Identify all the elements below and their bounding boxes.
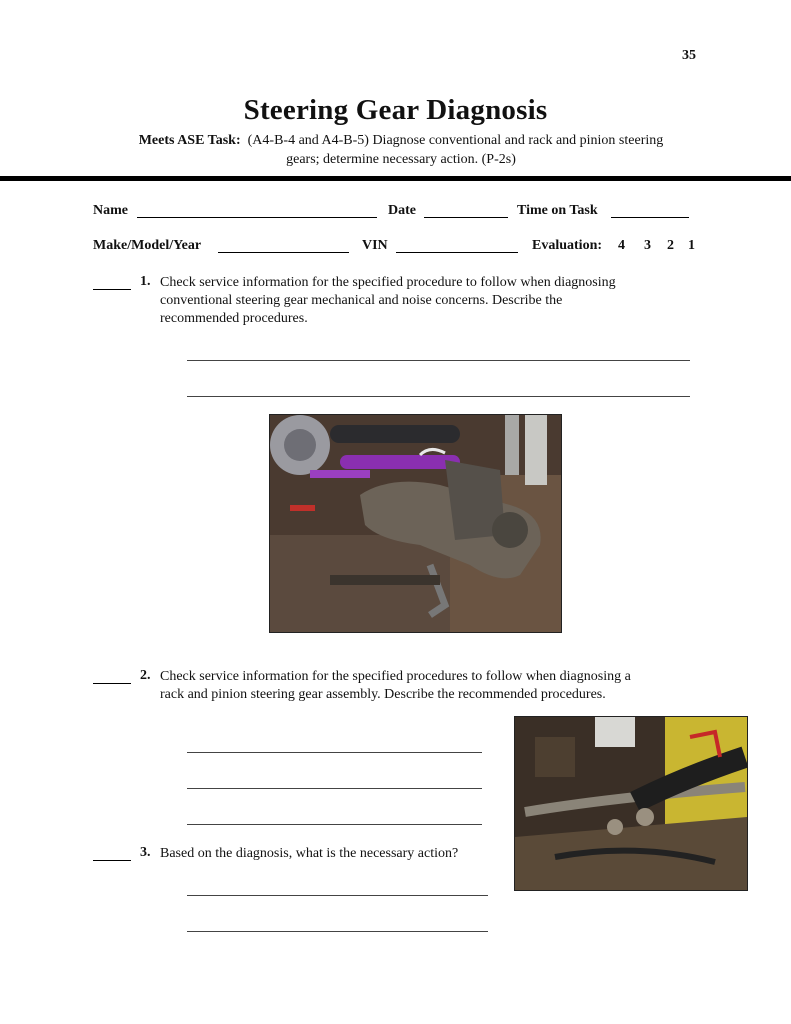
q2-number: 2. <box>140 668 151 683</box>
page-title: Steering Gear Diagnosis <box>243 94 548 126</box>
q2-line: Check service information for the specified procedures to follow when diagnosing a <box>160 669 631 684</box>
q3-text <box>160 845 458 863</box>
q1-answer-line[interactable] <box>187 360 690 361</box>
vin-field[interactable] <box>396 240 518 253</box>
q2-check-blank[interactable] <box>93 683 131 684</box>
evaluation-score-4[interactable]: 4 <box>618 238 625 253</box>
q2-text <box>160 668 631 704</box>
q1-check-blank[interactable] <box>93 289 131 290</box>
ase-task <box>96 131 706 169</box>
ase-task-line1: (A4-B-4 and A4-B-5) Diagnose conventional and rack and pinion steering <box>247 133 664 148</box>
vin-label: VIN <box>362 238 388 253</box>
q1-line: recommended procedures. <box>160 311 308 326</box>
header-rule <box>0 176 791 181</box>
q2-answer-line[interactable] <box>187 824 482 825</box>
q1-line: Check service information for the specified procedure to follow when diagnosing <box>160 275 616 290</box>
time-on-task-label: Time on Task <box>517 203 598 218</box>
q3-check-blank[interactable] <box>93 860 131 861</box>
q1-text <box>160 274 616 328</box>
name-label: Name <box>93 203 128 218</box>
q1-line: conventional steering gear mechanical and noise concerns. Describe the <box>160 293 563 308</box>
make-model-year-field[interactable] <box>218 240 349 253</box>
q3-line: Based on the diagnosis, what is the necessary action? <box>160 846 459 861</box>
q2-answer-line[interactable] <box>187 752 482 753</box>
q2-line: rack and pinion steering gear assembly. Describe the recommended procedures. <box>160 687 606 702</box>
date-label: Date <box>388 203 416 218</box>
ase-task-line2: gears; determine necessary action. (P-2s) <box>286 152 516 167</box>
date-field[interactable] <box>424 205 508 218</box>
q1-answer-line[interactable] <box>187 396 690 397</box>
time-on-task-field[interactable] <box>611 205 689 218</box>
q1-number: 1. <box>140 274 151 289</box>
steering-gear-photo <box>269 414 562 633</box>
page-number: 35 <box>682 48 696 63</box>
q2-answer-line[interactable] <box>187 788 482 789</box>
q3-answer-line[interactable] <box>187 931 488 932</box>
ase-task-label: Meets ASE Task: <box>138 133 241 148</box>
evaluation-label: Evaluation: <box>532 238 603 253</box>
evaluation-score-3[interactable]: 3 <box>644 238 651 253</box>
q3-answer-line[interactable] <box>187 895 488 896</box>
evaluation-score-2[interactable]: 2 <box>667 238 674 253</box>
rack-and-pinion-photo <box>514 716 748 891</box>
name-field[interactable] <box>137 205 377 218</box>
q3-number: 3. <box>140 845 151 860</box>
evaluation-score-1[interactable]: 1 <box>688 238 695 253</box>
make-model-year-label: Make/Model/Year <box>93 238 202 253</box>
